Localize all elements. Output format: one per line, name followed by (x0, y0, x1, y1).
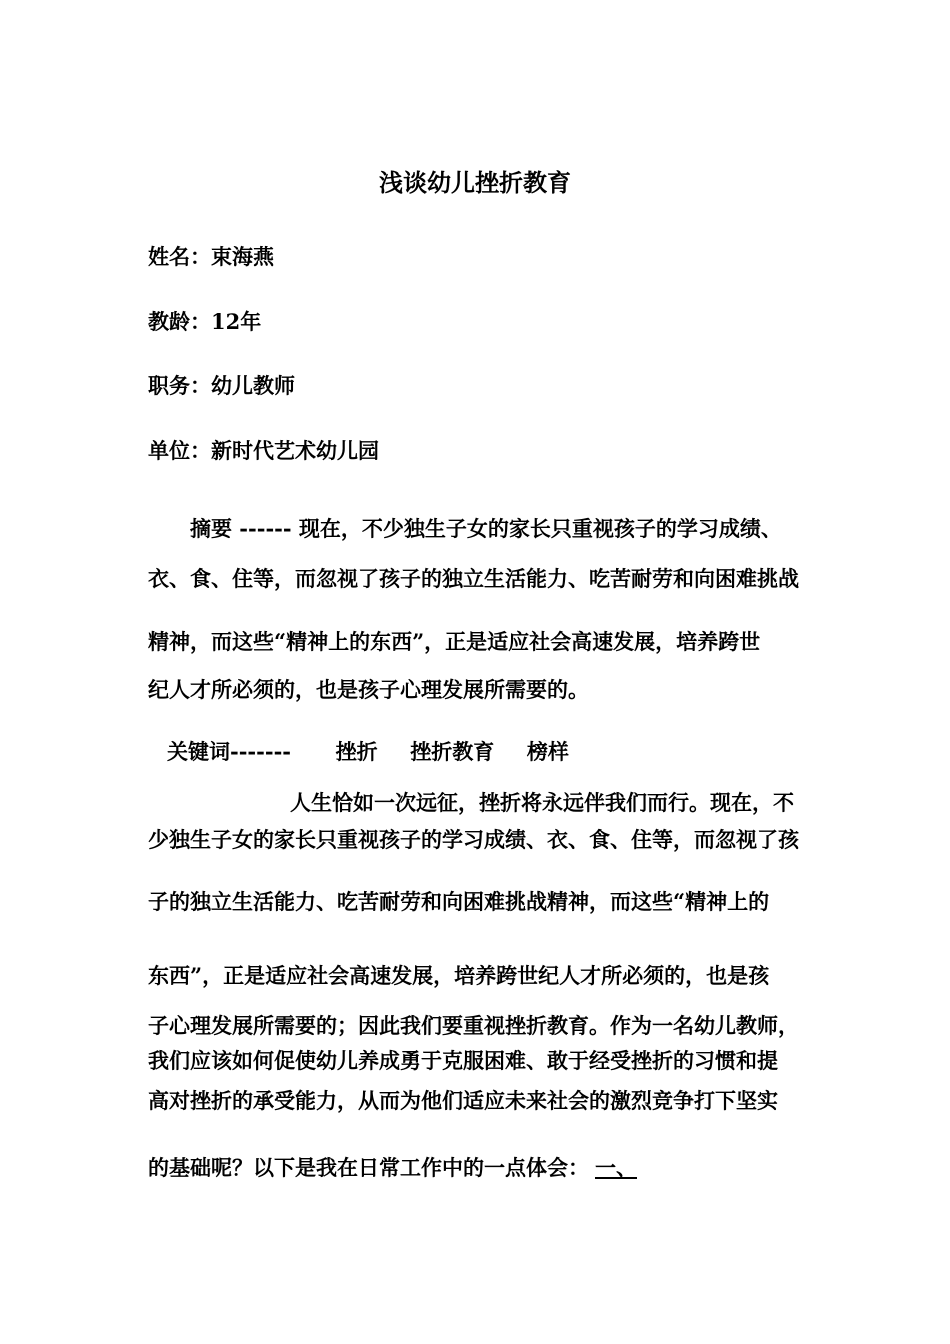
abstract-line-4: 纪人才所必须的，也是孩子心理发展所需要的。 (148, 677, 589, 702)
keyword-item: 挫折 (335, 739, 378, 764)
abstract-first-line (190, 515, 782, 543)
section-number: 一、 (595, 1155, 637, 1180)
body-line-4: 东西”，正是适应社会高速发展，培养跨世纪人才所必须的，也是孩 (148, 963, 770, 988)
job-position: 职务：幼儿教师 (148, 373, 295, 398)
keywords-label: 关键词------- (167, 739, 292, 764)
author-name: 姓名：束海燕 (148, 244, 274, 269)
abstract-line-2: 衣、食、住等，而忽视了孩子的独立生活能力、吃苦耐劳和向困难挑战 (148, 566, 799, 591)
body-line-1: 人生恰如一次远征，挫折将永远伴我们而行。现在，不 (290, 790, 794, 815)
body-line-7: 高对挫折的承受能力，从而为他们适应未来社会的激烈竞争打下坚实 (148, 1088, 778, 1113)
body-line-5: 子心理发展所需要的；因此我们要重视挫折教育。作为一名幼儿教师， (148, 1013, 799, 1038)
body-line-2: 少独生子女的家长只重视孩子的学习成绩、衣、食、住等，而忽视了孩 (148, 827, 799, 852)
body-line-6: 我们应该如何促使幼儿养成勇于克服困难、敢于经受挫折的习惯和提 (148, 1048, 778, 1073)
body-line-8 (148, 1154, 637, 1182)
body-line-3: 子的独立生活能力、吃苦耐劳和向困难挑战精神，而这些“精神上的 (148, 889, 770, 914)
keywords-line (167, 738, 569, 766)
document-title: 浅谈幼儿挫折教育 (379, 168, 571, 197)
teaching-years: 教龄：12年 (148, 309, 262, 334)
body-line-8-text: 的基础呢？以下是我在日常工作中的一点体会： (148, 1155, 589, 1180)
keyword-item: 挫折教育 (410, 739, 495, 764)
abstract-label: 摘要 ------ (190, 516, 292, 541)
work-unit: 单位：新时代艺术幼儿园 (148, 438, 379, 463)
abstract-line-1: 现在，不少独生子女的家长只重视孩子的学习成绩、 (298, 516, 782, 541)
keyword-item: 榜样 (526, 739, 569, 764)
abstract-line-3: 精神，而这些“精神上的东西”，正是适应社会高速发展，培养跨世 (148, 629, 761, 654)
